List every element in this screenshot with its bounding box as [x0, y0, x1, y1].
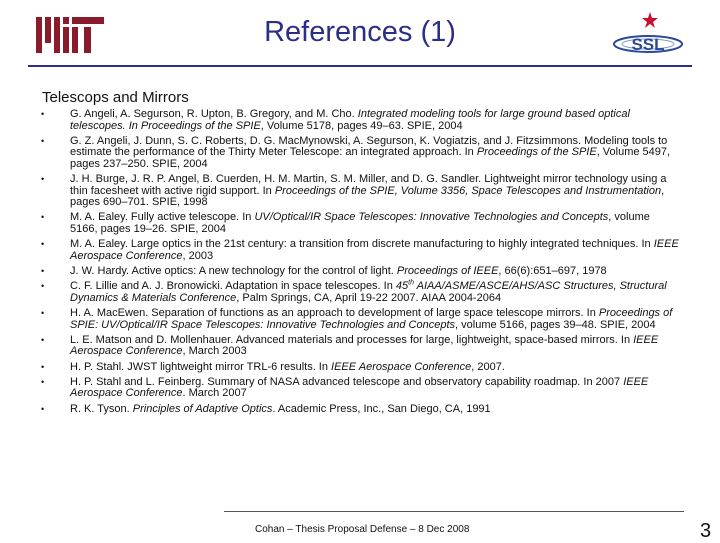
list-item: • G. Z. Angeli, J. Dunn, S. C. Roberts, D. G. MacMynowski, A. Segurson, K. Vogiatzis, and J. Fitzsimmons. Modeling tools to estimate the performance of the Thirty Meter Telescope: an integrated approach. In Proceedings of the SPIE, Volume 5497, pages 237–250. SPIE, 2004 [41, 134, 671, 170]
list-item: • H. A. MacEwen. Separation of functions as an approach to development of large space telescope mirrors. In Proceedings of SPIE: UV/Optical/IR Space Telescopes: Innovative Technologies and Concepts, volume 5166, pages 39–48. SPIE, 2004 [41, 307, 673, 331]
list-item: • L. E. Matson and D. Mollenhauer. Advanced materials and processes for large, lightweight, space-based mirrors. In IEEE Aerospace Conference, March 2003 [41, 333, 659, 358]
section-heading: Telescops and Mirrors [42, 89, 189, 106]
slide-title: References (1) [264, 16, 456, 48]
list-item: • H. P. Stahl. JWST lightweight mirror TRL-6 results. In IEEE Aerospace Conference, 2007. [41, 360, 505, 373]
page-number: 3 [700, 520, 712, 542]
list-item: • R. K. Tyson. Principles of Adaptive Optics. Academic Press, Inc., San Diego, CA, 1991 [41, 402, 491, 415]
footer-text: Cohan – Thesis Proposal Defense – 8 Dec 2008 [255, 524, 470, 535]
list-item: • M. A. Ealey. Large optics in the 21st century: a transition from discrete manufacturing to highly integrated techniques. In IEEE Aerospace Conference, 2003 [41, 238, 679, 262]
list-item: • J. H. Burge, J. R. P. Angel, B. Cuerden, H. M. Martin, S. M. Miller, and D. G. Sandler. Lightweight mirror technology using a thin facesheet with active rigid support. In Proceedings of the SPIE, Volume 3356, Space Telescopes and Instrumentation, pages 690–701. SPIE, 1998 [41, 173, 667, 209]
list-item: • C. F. Lillie and A. J. Bronowicki. Adaptation in space telescopes. In 45th AIAA/ASME/ASCE/AHS/ASC Structures, Structural Dynamics & Materials Conference, Palm Springs, CA, April 19-22 2007. AIAA 2004-2064 [41, 279, 667, 304]
svg-text:SSL: SSL [631, 35, 665, 54]
list-item: • G. Angeli, A. Segurson, R. Upton, B. Gregory, and M. Cho. Integrated modeling tools for large ground based optical telescopes. In Proceedings of the SPIE, Volume 5178, pages 49–63. SPIE, 2004 [41, 108, 630, 132]
footer-divider [224, 511, 684, 512]
header-divider [28, 65, 692, 67]
star-icon [642, 12, 658, 28]
list-item: • H. P. Stahl and L. Feinberg. Summary of NASA advanced telescope and observatory capability roadmap. In 2007 IEEE Aerospace Conference. March 2007 [41, 375, 649, 400]
reference-list [40, 109, 680, 419]
list-item: • J. W. Hardy. Active optics: A new technology for the control of light. Proceedings of IEEE, 66(6):651–697, 1978 [41, 264, 607, 277]
list-item: • M. A. Ealey. Fully active telescope. In UV/Optical/IR Space Telescopes: Innovative Technologies and Concepts, volume 5166, pages 19–26. SPIE, 2004 [41, 211, 650, 235]
ssl-logo [610, 10, 686, 58]
